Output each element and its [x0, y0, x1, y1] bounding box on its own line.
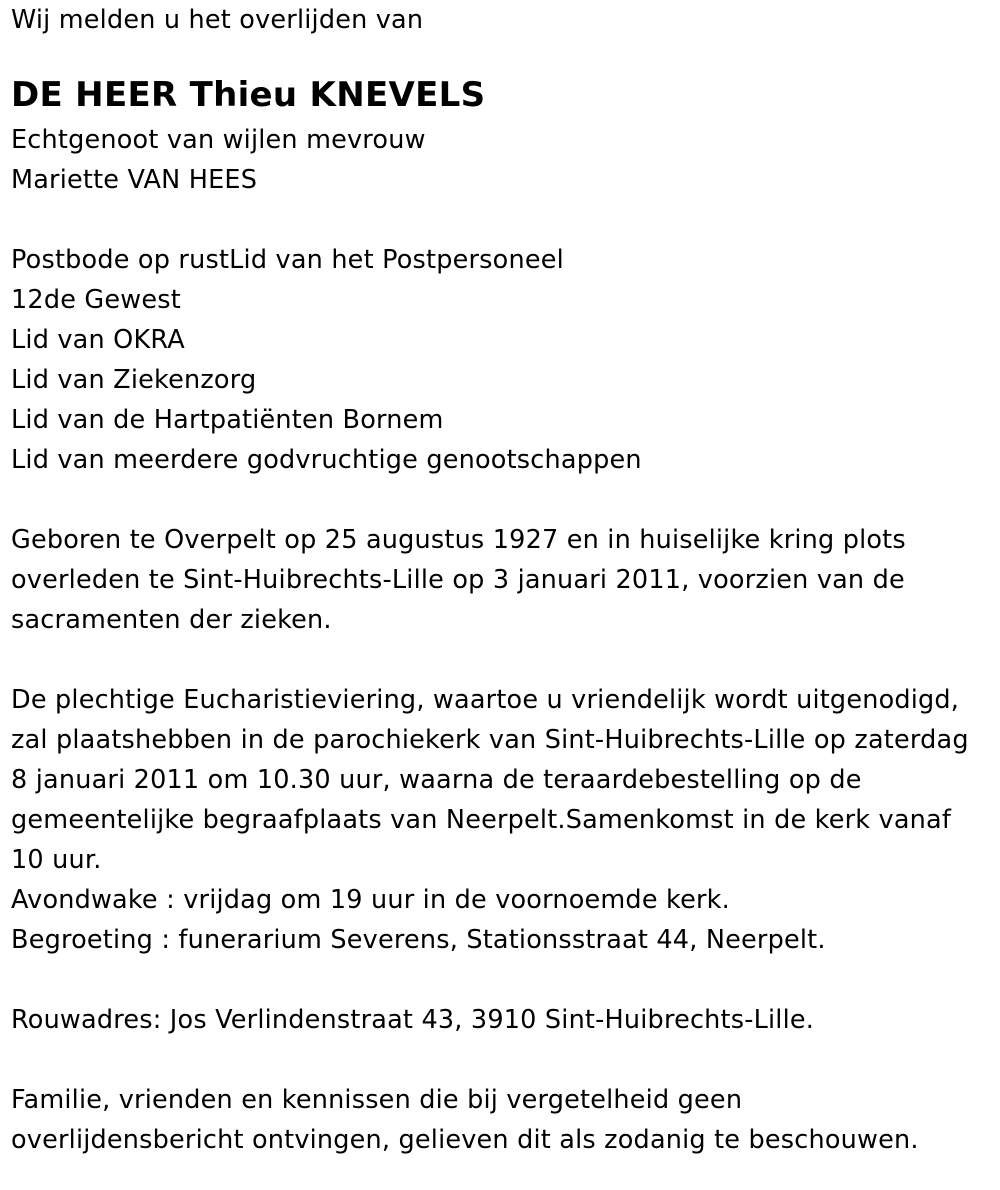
- ceremony-line: zal plaatshebben in de parochiekerk van Sint-Huibrechts-Lille op zaterdag: [11, 725, 969, 755]
- birth-death-line: overleden te Sint-Huibrechts-Lille op 3 januari 2011, voorzien van de: [11, 565, 905, 595]
- spacer: [11, 1040, 996, 1080]
- membership-line: Lid van OKRA: [11, 325, 185, 355]
- intro-text: Wij melden u het overlijden van: [11, 5, 424, 35]
- membership-line: Postbode op rustLid van het Postpersoneel: [11, 245, 564, 275]
- greeting-line: Begroeting : funerarium Severens, Stationsstraat 44, Neerpelt.: [11, 925, 826, 955]
- ceremony-line: 10 uur.: [11, 845, 102, 875]
- closing-line: overlijdensbericht ontvingen, gelieven dit als zodanig te beschouwen.: [11, 1125, 919, 1155]
- closing-line: Familie, vrienden en kennissen die bij vergetelheid geen: [11, 1085, 743, 1115]
- ceremony-line: De plechtige Eucharistieviering, waartoe u vriendelijk wordt uitgenodigd,: [11, 685, 960, 715]
- mourning-address: Rouwadres: Jos Verlindenstraat 43, 3910 Sint-Huibrechts-Lille.: [11, 1005, 815, 1035]
- deceased-name: DE HEER Thieu KNEVELS: [11, 75, 486, 115]
- membership-line: Lid van meerdere godvruchtige genootschappen: [11, 445, 642, 475]
- ceremony-line: 8 januari 2011 om 10.30 uur, waarna de teraardebestelling op de: [11, 765, 862, 795]
- spouse-line: Mariette VAN HEES: [11, 165, 258, 195]
- membership-line: Lid van de Hartpatiënten Bornem: [11, 405, 444, 435]
- death-notice: [11, 0, 996, 1160]
- spacer: [11, 640, 996, 680]
- membership-line: 12de Gewest: [11, 285, 181, 315]
- spacer: [11, 960, 996, 1000]
- spacer: [11, 480, 996, 520]
- birth-death-line: Geboren te Overpelt op 25 augustus 1927 en in huiselijke kring plots: [11, 525, 906, 555]
- membership-line: Lid van Ziekenzorg: [11, 365, 257, 395]
- birth-death-line: sacramenten der zieken.: [11, 605, 332, 635]
- spacer: [11, 200, 996, 240]
- ceremony-line: gemeentelijke begraafplaats van Neerpelt.Samenkomst in de kerk vanaf: [11, 805, 952, 835]
- vigil-line: Avondwake : vrijdag om 19 uur in de voornoemde kerk.: [11, 885, 730, 915]
- spouse-line: Echtgenoot van wijlen mevrouw: [11, 125, 426, 155]
